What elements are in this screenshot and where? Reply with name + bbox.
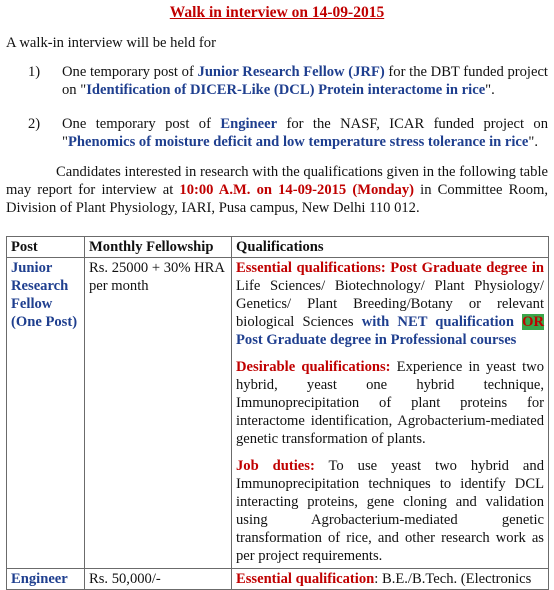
list-item-jrf [28, 63, 548, 99]
desirable-text: Experience in yeast two hybrid, yeast one hybrid technique, Immunoprecipitation of plant proteins for interactome identification, Agrobacterium-mediated genetic transformation of plants. [236, 359, 544, 447]
post-cell: Engineer [7, 569, 85, 590]
essential-tail: Post Graduate degree in Professional courses [236, 332, 517, 348]
post-name: Engineer [220, 116, 278, 132]
item-number: 2) [28, 116, 41, 132]
item-text: ". [528, 134, 538, 150]
paragraph-text: Candidates interested in research with the qualifications given in the following table may report for interview at [6, 164, 548, 198]
column-header: Post [7, 237, 85, 258]
table-header-row [7, 237, 549, 258]
item-number: 1) [28, 64, 41, 80]
table-row [7, 258, 549, 569]
qualifications-cell [232, 258, 549, 569]
or-highlight: OR [522, 314, 544, 330]
essential-qualifications [236, 259, 544, 349]
item-text: One temporary post of [62, 116, 221, 132]
item-text: ". [485, 82, 495, 98]
item-text: One temporary post of [62, 64, 198, 80]
duties-text: To use yeast two hybrid and Immunoprecipitation techniques to identify DCL interacting proteins, gene cloning and validation using Agrobacterium-mediated genetic transformation of rice, and other research work as per project requirements. [236, 458, 544, 564]
item-text: for the DBT funded project on " [62, 64, 548, 98]
essential-lead: Post Graduate degree in [385, 260, 545, 276]
interview-time: 10:00 A.M. on 14-09-2015 (Monday) [179, 182, 414, 198]
post-name: Junior Research Fellow (JRF) [197, 64, 385, 80]
essential-text: Life Sciences/ Biotechnology/ Plant Physiology/ Genetics/ Plant Breeding/Botany or relevant biological Sciences [236, 278, 544, 330]
page-title: Walk in interview on 14-09-2015 [169, 4, 385, 21]
paragraph-text: in Committee Room, Division of Plant Physiology, IARI, Pusa campus, New Delhi 110 012. [6, 182, 548, 216]
intro-text: A walk-in interview will be held for [6, 35, 216, 51]
post-cell: Junior Research Fellow (One Post) [7, 258, 85, 569]
qualifications-table [6, 236, 549, 590]
essential-label: Essential qualifications: [236, 260, 386, 276]
project-title: Phenomics of moisture deficit and low temperature stress tolerance in rice [67, 134, 529, 150]
duties-label: Job duties: [236, 458, 315, 474]
fellowship-cell: Rs. 25000 + 30% HRA per month [85, 258, 232, 569]
list-item-engineer [28, 115, 548, 151]
desirable-qualifications [236, 358, 544, 448]
project-title: Identification of DICER-Like (DCL) Protein interactome in rice [86, 82, 486, 98]
column-header: Qualifications [232, 237, 549, 258]
instruction-paragraph [6, 163, 548, 217]
fellowship-cell: Rs. 50,000/- [85, 569, 232, 590]
table-row [7, 569, 549, 590]
net-requirement: with NET qualification [353, 314, 523, 330]
item-text: for the NASF, ICAR funded project on " [62, 116, 548, 150]
qualifications-cell [232, 569, 549, 590]
job-duties [236, 457, 544, 565]
desirable-label: Desirable qualifications: [236, 359, 391, 375]
essential-label: Essential qualification [236, 571, 375, 587]
essential-text: : B.E./B.Tech. (Electronics [374, 571, 532, 587]
column-header: Monthly Fellowship [85, 237, 232, 258]
